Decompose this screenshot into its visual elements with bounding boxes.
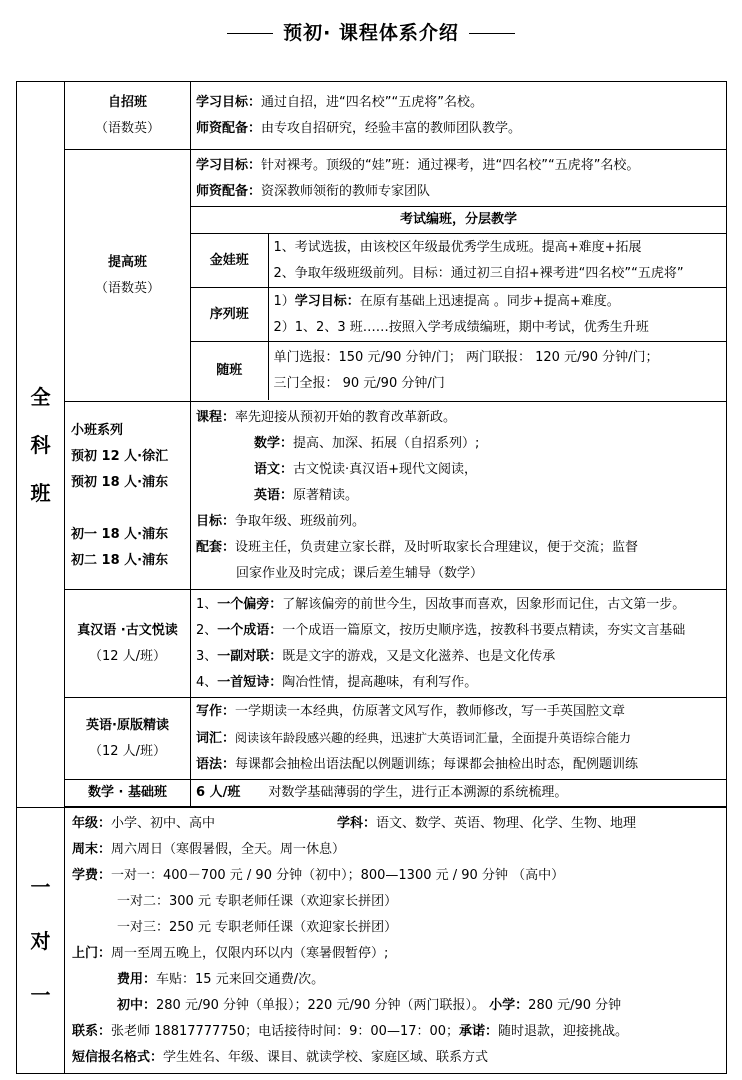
title-dash-right: [469, 33, 515, 34]
row-zhenhanyu: [17, 590, 727, 698]
class-name: 真汉语 ·古文悦读: [77, 622, 178, 638]
class-info: [191, 590, 727, 698]
home-label: 上门：: [72, 945, 112, 961]
item-text: 了解该偏旁的前世今生，因故事而喜欢，因象形而记住，古文第一步。: [282, 596, 686, 612]
item-label: 一首短诗：: [217, 674, 283, 690]
class-name: 自招班: [107, 94, 147, 110]
fee-1v3: 一对三：250 元 专职老师任课（欢迎家长拼团）: [117, 919, 398, 935]
subject-label: 学科：: [337, 815, 377, 831]
item-label: 一副对联：: [217, 648, 283, 664]
promise-label: 承诺：: [459, 1023, 499, 1039]
class-name: 初一 18 人·浦东: [71, 526, 169, 542]
class-name: 数学 · 基础班: [65, 780, 191, 807]
xulie-goal-label: 学习目标：: [294, 293, 360, 309]
english-label: 英语：: [254, 487, 294, 503]
class-name-cell: [65, 150, 191, 402]
sub-class-xulie: 序列班: [191, 288, 268, 342]
math-label: 数学：: [254, 435, 294, 451]
title-text: 预初· 课程体系介绍: [283, 22, 459, 44]
subject-text: 语文、数学、英语、物理、化学、生物、地理: [376, 815, 637, 831]
class-sub: （语数英）: [94, 120, 160, 136]
one-on-one-info: [65, 808, 727, 1074]
weekend-text: 周六周日（寒假暑假，全天。周一休息）: [111, 841, 346, 857]
writing-label: 写作：: [196, 704, 236, 719]
primary-label: 小学：: [489, 997, 529, 1013]
label-quanke: [17, 82, 65, 808]
jinwa-line1: 1、考试选拔，由该校区年级最优秀学生成班。提高+难度+拓展: [273, 239, 642, 255]
class-name: 提高班: [107, 254, 147, 270]
item-label: 一个偏旁：: [217, 596, 283, 612]
class-name-cell: [65, 698, 191, 780]
teacher-label: 师资配备：: [196, 183, 262, 199]
row-zizhao: [17, 82, 727, 150]
row-xiaoban: [17, 402, 727, 590]
xulie-line2: 2）1、2、3 班……按照入学考成绩编班，期中考试，优秀生升班: [273, 319, 649, 335]
math-text: 提高、加深、拓展（自招系列）;: [293, 435, 480, 451]
writing-text: 一学期读一本经典，仿原著文风写作，教师修改，写一手英国腔文章: [235, 704, 626, 719]
config-text-2: 回家作业及时完成；课后差生辅导（数学）: [236, 565, 484, 581]
suiban-line1: 单门选报：150 元/90 分钟/门； 两门联报： 120 元/90 分钟/门；: [273, 349, 659, 365]
vocab-text: 阅读该年龄段感兴趣的经典，迅速扩大英语词汇量，全面提升英语综合能力: [235, 731, 632, 745]
grammar-text: 每课都会抽检出语法配以例题训练；每课都会抽检出时态，配例题训练: [235, 757, 639, 772]
class-name: 预初 12 人·徐汇: [71, 448, 169, 464]
class-info: [191, 780, 727, 807]
class-name-cell: [65, 402, 191, 590]
item-text: 一个成语一篇原文，按历史顺序选，按教科书要点精读，夯实文言基础: [282, 622, 686, 638]
grade-label: 年级：: [72, 815, 112, 831]
teacher-text: 资深教师领衔的教师专家团队: [261, 183, 431, 199]
goal-text: 通过自招，进“四名校”“五虎将”名校。: [261, 94, 483, 110]
item-no: 3、: [196, 648, 218, 664]
xulie-prefix: 1）: [273, 293, 295, 309]
chinese-label: 语文：: [254, 461, 294, 477]
fee-1v2: 一对二：300 元 专职老师任课（欢迎家长拼团）: [117, 893, 398, 909]
jinwa-line2: 2、争取年级班级前列。目标：通过初三自招+裸考进“四名校”“五虎将”: [273, 265, 684, 281]
course-table: [16, 81, 727, 1074]
goal-label: 学习目标：: [196, 157, 262, 173]
class-info: [191, 698, 727, 780]
vocab-label: 词汇：: [196, 731, 236, 746]
suiban-line2: 三门全报： 90 元/90 分钟/门: [273, 375, 445, 391]
class-info: [191, 82, 727, 150]
page-title: [0, 18, 742, 45]
item-no: 2、: [196, 622, 218, 638]
fee-1v1: 一对一：400－700 元 / 90 分钟（初中）；800—1300 元 / 90 分钟 （高中）: [111, 867, 565, 883]
config-label: 配套：: [196, 539, 236, 555]
course-label: 课程：: [196, 409, 236, 425]
goal-text: 针对裸考。顶级的“娃”班：通过裸考，进“四名校”“五虎将”名校。: [261, 157, 640, 173]
item-no: 1、: [196, 596, 218, 612]
class-name: 预初 18 人·浦东: [71, 474, 169, 490]
class-name-cell: [65, 82, 191, 150]
weekend-label: 周末：: [72, 841, 112, 857]
label-yiduiyi: [17, 808, 65, 1074]
chinese-text: 古文悦读·真汉语+现代文阅读，: [293, 461, 478, 477]
item-label: 一个成语：: [217, 622, 283, 638]
class-sub: （12 人/班）: [88, 648, 167, 664]
course-text: 率先迎接从预初开始的教育改革新政。: [235, 409, 457, 425]
class-sub: （12 人/班）: [88, 743, 167, 759]
sms-text: 学生姓名、年级、课目、就读学校、家庭区域、联系方式: [163, 1049, 489, 1065]
fee-label: 学费：: [72, 867, 112, 883]
label-char: 全: [30, 384, 51, 409]
item-text: 既是文字的游戏，又是文化滋养、也是文化传承: [282, 648, 556, 664]
teacher-text: 由专攻自招研究，经验丰富的教师团队教学。: [261, 120, 522, 136]
contact-label: 联系：: [72, 1023, 112, 1039]
middle-text: 280 元/90 分钟（单报）；220 元/90 分钟（两门联报）。: [156, 997, 490, 1013]
sub-class-jinwa: 金娃班: [191, 234, 268, 288]
row-tigao: [17, 150, 727, 402]
tigao-detail: [191, 150, 727, 402]
english-text: 原著精读。: [293, 487, 359, 503]
item-text: 陶冶性情，提高趣味，有利写作。: [282, 674, 478, 690]
primary-text: 280 元/90 分钟: [528, 997, 622, 1013]
class-name-cell: [65, 590, 191, 698]
class-name: 英语·原版精读: [86, 717, 169, 733]
title-dash-left: [227, 33, 273, 34]
config-text-1: 设班主任，负责建立家长群，及时听取家长合理建议，便于交流；监督: [235, 539, 639, 555]
sms-label: 短信报名格式：: [72, 1049, 164, 1065]
label-char: 一: [30, 874, 51, 899]
class-sub: （语数英）: [94, 280, 160, 296]
grade-text: 小学、初中、高中: [111, 815, 216, 831]
target-text: 争取年级、班级前列。: [235, 513, 366, 529]
goal-label: 学习目标：: [196, 94, 262, 110]
promise-text: 随时退款，迎接挑战。: [498, 1023, 629, 1039]
label-char: 班: [30, 480, 51, 505]
teacher-label: 师资配备：: [196, 120, 262, 136]
target-label: 目标：: [196, 513, 236, 529]
row-yingyu: [17, 698, 727, 780]
item-no: 4、: [196, 674, 218, 690]
label-char: 对: [30, 928, 51, 953]
home-text: 周一至周五晚上，仅限内环以内（寒暑假暂停）;: [111, 945, 389, 961]
class-size: 6 人/班: [196, 785, 241, 800]
row-one-on-one: [17, 808, 727, 1074]
contact-text: 张老师 18817777750；电话接待时间：9：00—17：00；: [111, 1023, 460, 1039]
middle-label: 初中：: [117, 997, 157, 1013]
cost-text: 车贴：15 元来回交通费/次。: [156, 971, 325, 987]
exam-header: 考试编班，分层教学: [191, 207, 726, 234]
class-desc: 对数学基础薄弱的学生，进行正本溯源的系统梳理。: [268, 785, 568, 800]
row-shuxue: [17, 780, 727, 807]
label-char: 一: [30, 982, 51, 1007]
class-name: 小班系列: [71, 422, 124, 438]
xulie-line1: 在原有基础上迅速提高 。同步+提高+难度。: [359, 293, 620, 309]
cost-label: 费用：: [117, 971, 157, 987]
class-info: [191, 402, 727, 590]
label-char: 科: [30, 432, 51, 457]
sub-class-suiban: 随班: [191, 342, 268, 400]
grammar-label: 语法：: [196, 757, 236, 772]
class-name: 初二 18 人·浦东: [71, 552, 169, 568]
